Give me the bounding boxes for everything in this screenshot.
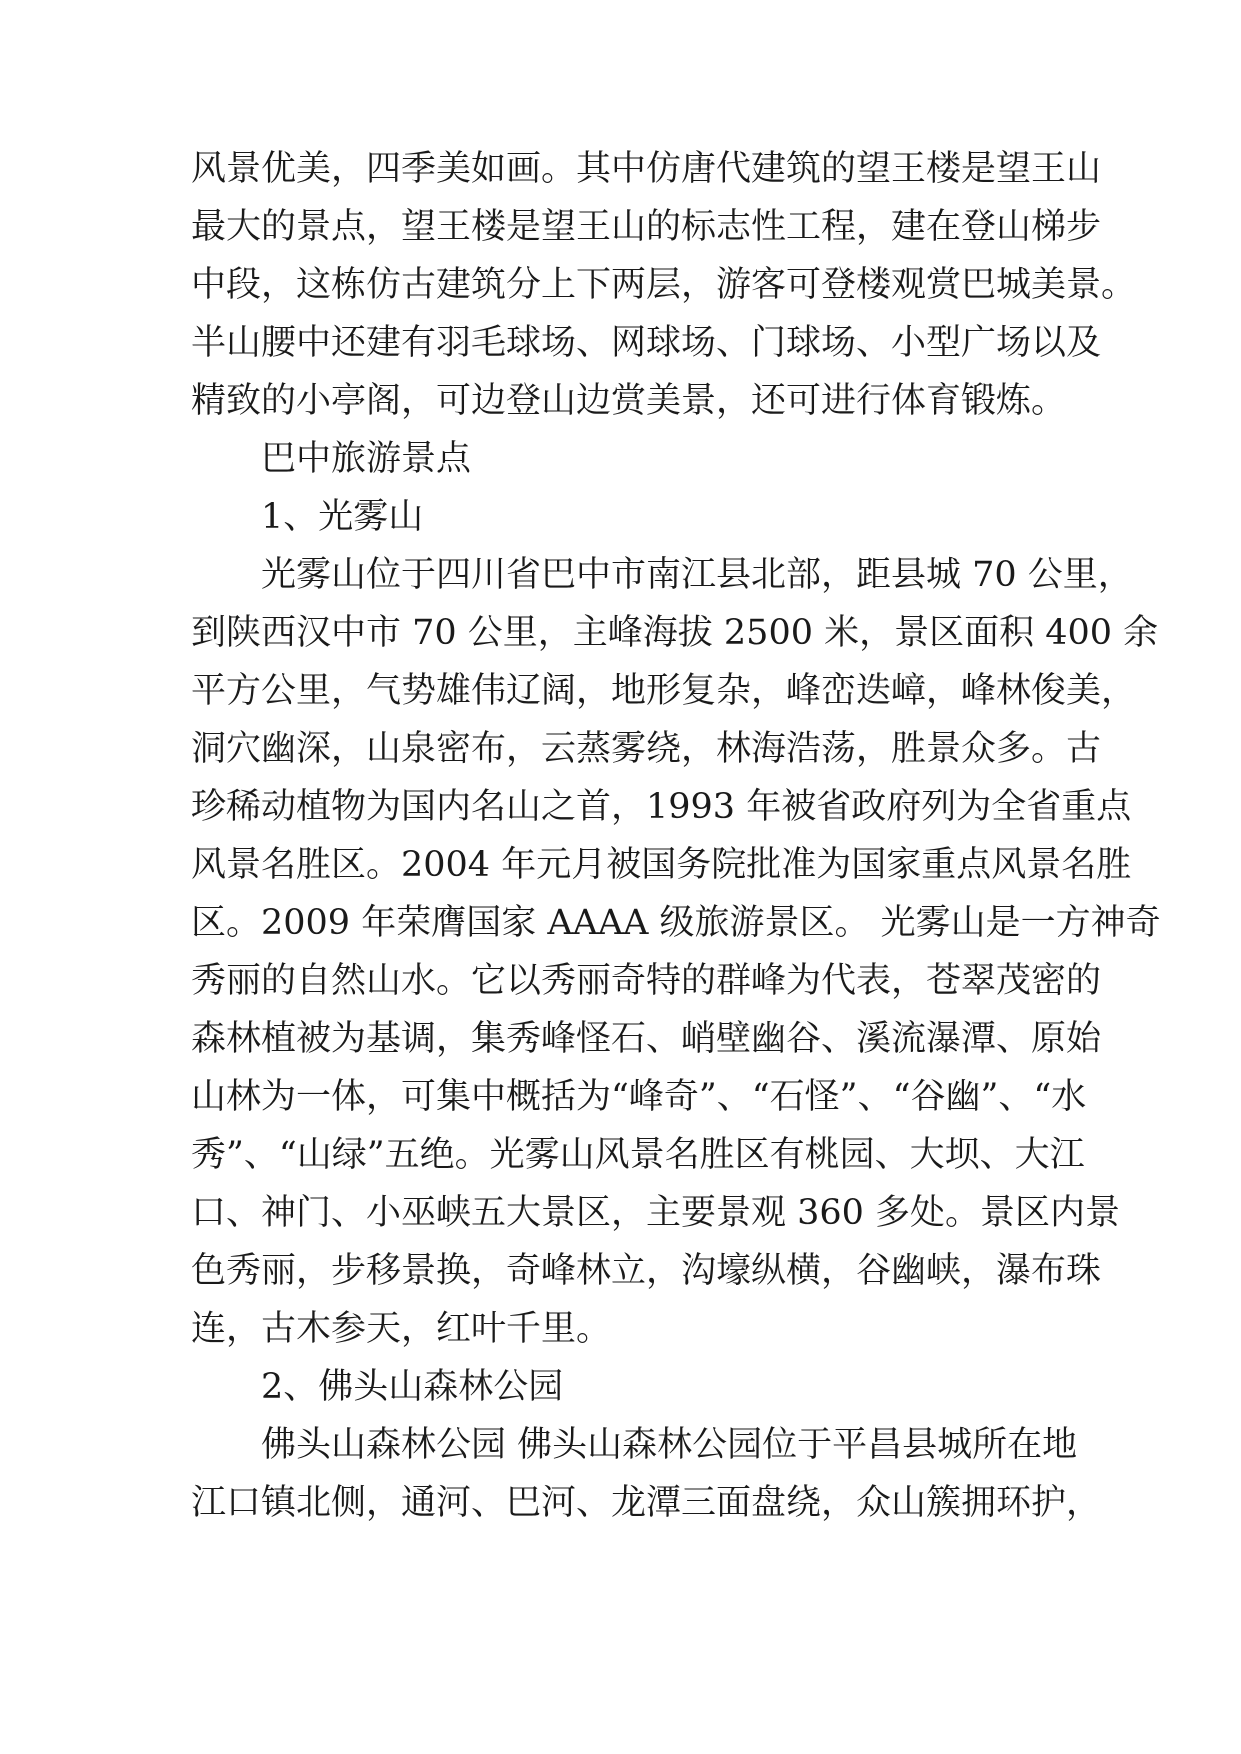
paragraph-line: 秀丽的自然山水。它以秀丽奇特的群峰为代表，苍翠茂密的 xyxy=(191,961,1102,1001)
paragraph-line: 口、神门、小巫峡五大景区，主要景观 360 多处。景区内景 xyxy=(191,1193,1121,1233)
paragraph-line: 洞穴幽深，山泉密布，云蒸雾绕，林海浩荡，胜景众多。古 xyxy=(191,729,1102,769)
paragraph-line: 风景优美，四季美如画。其中仿唐代建筑的望王楼是望王山 xyxy=(191,149,1102,189)
paragraph-line: 风景名胜区。2004 年元月被国务院批准为国家重点风景名胜 xyxy=(191,845,1132,885)
paragraph-line: 平方公里，气势雄伟辽阔，地形复杂，峰峦迭嶂，峰林俊美， xyxy=(191,671,1137,711)
paragraph-line: 精致的小亭阁，可边登山边赏美景，还可进行体育锻炼。 xyxy=(191,381,1067,421)
paragraph-line: 色秀丽，步移景换，奇峰林立，沟壕纵横，谷幽峡，瀑布珠 xyxy=(191,1251,1102,1291)
paragraph-line: 江口镇北侧，通河、巴河、龙潭三面盘绕，众山簇拥环护， xyxy=(191,1483,1102,1523)
paragraph-line: 佛头山森林公园 佛头山森林公园位于平昌县城所在地 xyxy=(261,1425,1078,1465)
paragraph-line: 中段，这栋仿古建筑分上下两层，游客可登楼观赏巴城美景。 xyxy=(191,265,1137,305)
paragraph-line: 珍稀动植物为国内名山之首，1993 年被省政府列为全省重点 xyxy=(191,787,1132,827)
paragraph-line: 最大的景点，望王楼是望王山的标志性工程，建在登山梯步 xyxy=(191,207,1102,247)
paragraph-line: 光雾山位于四川省巴中市南江县北部，距县城 70 公里， xyxy=(261,555,1133,595)
item-title-fotoushan: 2、佛头山森林公园 xyxy=(261,1367,564,1407)
section-title: 巴中旅游景点 xyxy=(261,439,472,479)
paragraph-line: 秀”、“山绿”五绝。光雾山风景名胜区有桃园、大坝、大江 xyxy=(191,1135,1085,1175)
body-text xyxy=(191,140,1161,1532)
paragraph-line: 到陕西汉中市 70 公里，主峰海拔 2500 米，景区面积 400 余 xyxy=(191,613,1159,653)
paragraph-line: 连，古木参天，红叶千里。 xyxy=(191,1309,612,1349)
item-title-guangwushan: 1、光雾山 xyxy=(261,497,424,537)
paragraph-line: 山林为一体，可集中概括为“峰奇”、“石怪”、“谷幽”、“水 xyxy=(191,1077,1087,1117)
paragraph-line: 森林植被为基调，集秀峰怪石、峭壁幽谷、溪流瀑潭、原始 xyxy=(191,1019,1102,1059)
paragraph-line: 区。2009 年荣膺国家 AAAA 级旅游景区。 光雾山是一方神奇 xyxy=(191,903,1161,943)
paragraph-line: 半山腰中还建有羽毛球场、网球场、门球场、小型广场以及 xyxy=(191,323,1102,363)
